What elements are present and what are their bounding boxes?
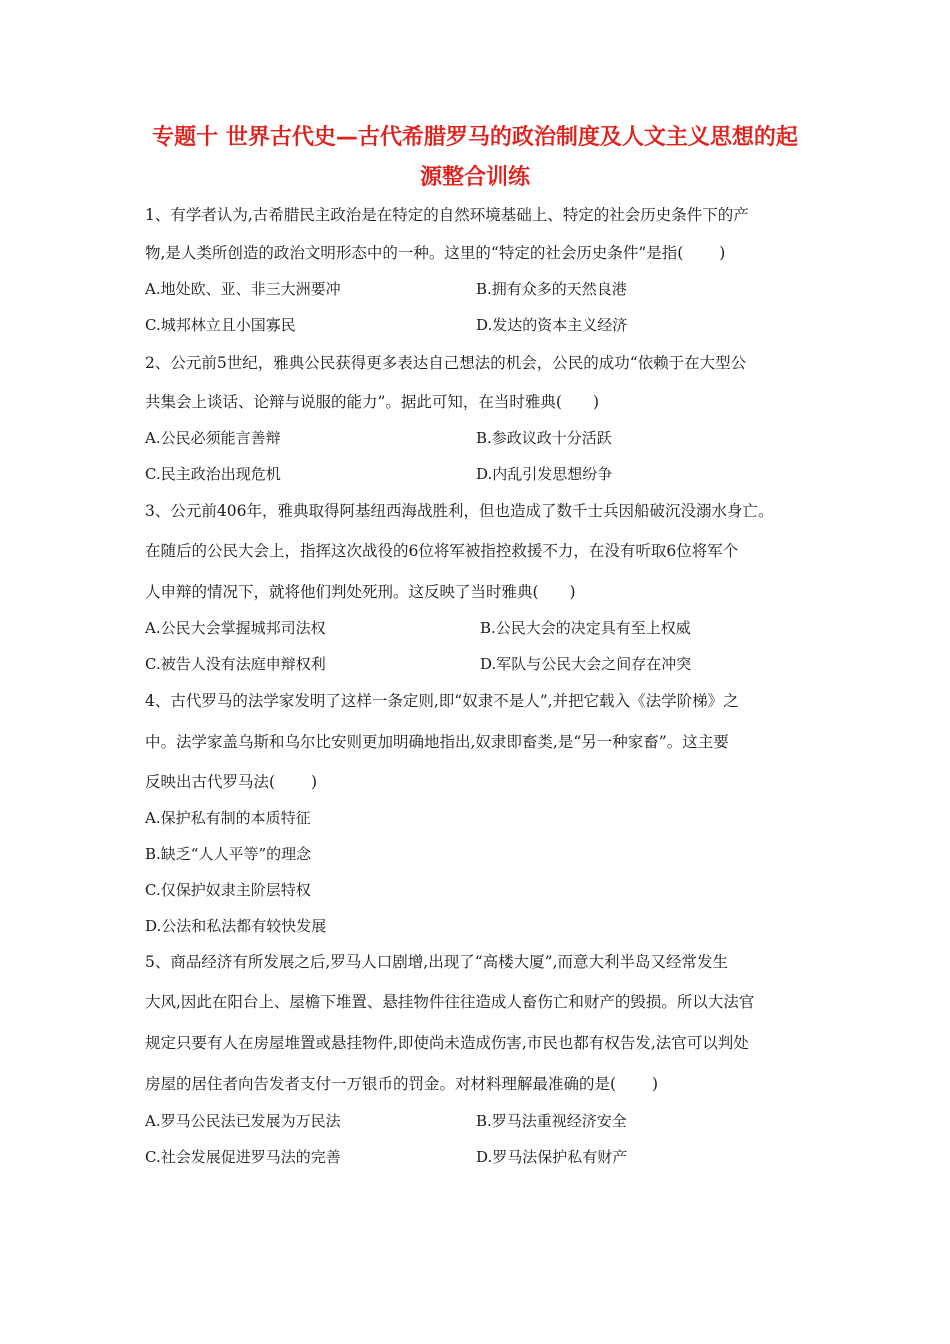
question-1-option-a: A.地处欧、亚、非三大洲要冲 [145, 280, 341, 298]
question-1-stem-line-1: 1、有学者认为,古希腊民主政治是在特定的自然环境基础上、特定的社会历史条件下的产 [145, 206, 749, 224]
question-4-stem-line-1: 4、古代罗马的法学家发明了这样一条定则,即“奴隶不是人”,并把它载入《法学阶梯》之 [145, 692, 739, 710]
question-1-option-d: D.发达的资本主义经济 [476, 316, 628, 334]
question-3-option-d: D.军队与公民大会之间存在冲突 [480, 655, 692, 673]
question-5-stem-line-3: 规定只要有人在房屋堆置或悬挂物件,即使尚未造成伤害,市民也都有权告发,法官可以判处 [145, 1034, 749, 1052]
question-5-stem-line-1: 5、商品经济有所发展之后,罗马人口剧增,出现了“高楼大厦”,而意大利半岛又经常发生 [145, 953, 728, 971]
question-4-option-a: A.保护私有制的本质特征 [145, 809, 311, 827]
question-5-stem-line-4: 房屋的居住者向告发者支付一万银币的罚金。对材料理解最准确的是( ) [145, 1075, 659, 1093]
question-2-option-c: C.民主政治出现危机 [145, 465, 281, 483]
question-2-option-b: B.参政议政十分活跃 [476, 429, 612, 447]
question-5-option-a: A.罗马公民法已发展为万民法 [145, 1112, 341, 1130]
question-3-option-c: C.被告人没有法庭申辩权利 [145, 655, 326, 673]
question-2-stem-line-1: 2、公元前5世纪，雅典公民获得更多表达自己想法的机会，公民的成功“依赖于在大型公 [145, 354, 747, 372]
question-3-stem-line-1: 3、公元前406年，雅典取得阿基纽西海战胜利，但也造成了数千士兵因船破沉没溺水身亡。 [145, 502, 774, 520]
question-2-option-d: D.内乱引发思想纷争 [476, 465, 613, 483]
question-5-option-d: D.罗马法保护私有财产 [476, 1148, 628, 1166]
question-4-option-d: D.公法和私法都有较快发展 [145, 917, 327, 935]
question-5-stem-line-2: 大风,因此在阳台上、屋檐下堆置、悬挂物件往往造成人畜伤亡和财产的毁损。所以大法官 [145, 993, 755, 1011]
question-3-stem-line-2: 在随后的公民大会上，指挥这次战役的6位将军被指控救援不力，在没有听取6位将军个 [145, 542, 739, 560]
question-4-option-b: B.缺乏“人人平等”的理念 [145, 845, 312, 863]
question-4-stem-line-2: 中。法学家盖乌斯和乌尔比安则更加明确地指出,奴隶即畜类,是“另一种家畜”。这主要 [145, 733, 729, 751]
question-1-option-c: C.城邦林立且小国寡民 [145, 316, 296, 334]
question-3-option-a: A.公民大会掌握城邦司法权 [145, 619, 326, 637]
question-1-option-b: B.拥有众多的天然良港 [476, 280, 627, 298]
question-5-option-b: B.罗马法重视经济安全 [476, 1112, 627, 1130]
question-3-stem-line-3: 人申辩的情况下，就将他们判处死刑。这反映了当时雅典( ) [145, 583, 576, 601]
question-4-option-c: C.仅保护奴隶主阶层特权 [145, 881, 311, 899]
question-3-option-b: B.公民大会的决定具有至上权威 [480, 619, 691, 637]
page-title-line-1: 专题十 世界古代史—古代希腊罗马的政治制度及人文主义思想的起 [152, 125, 798, 150]
question-1-stem-line-2: 物,是人类所创造的政治文明形态中的一种。这里的“特定的社会历史条件”是指( ) [145, 244, 726, 262]
question-5-option-c: C.社会发展促进罗马法的完善 [145, 1148, 341, 1166]
page-title-line-2: 源整合训练 [419, 165, 530, 190]
question-4-stem-line-3: 反映出古代罗马法( ) [145, 773, 318, 791]
question-2-stem-line-2: 共集会上谈话、论辩与说服的能力”。据此可知，在当时雅典( ) [145, 393, 600, 411]
question-2-option-a: A.公民必须能言善辩 [145, 429, 281, 447]
